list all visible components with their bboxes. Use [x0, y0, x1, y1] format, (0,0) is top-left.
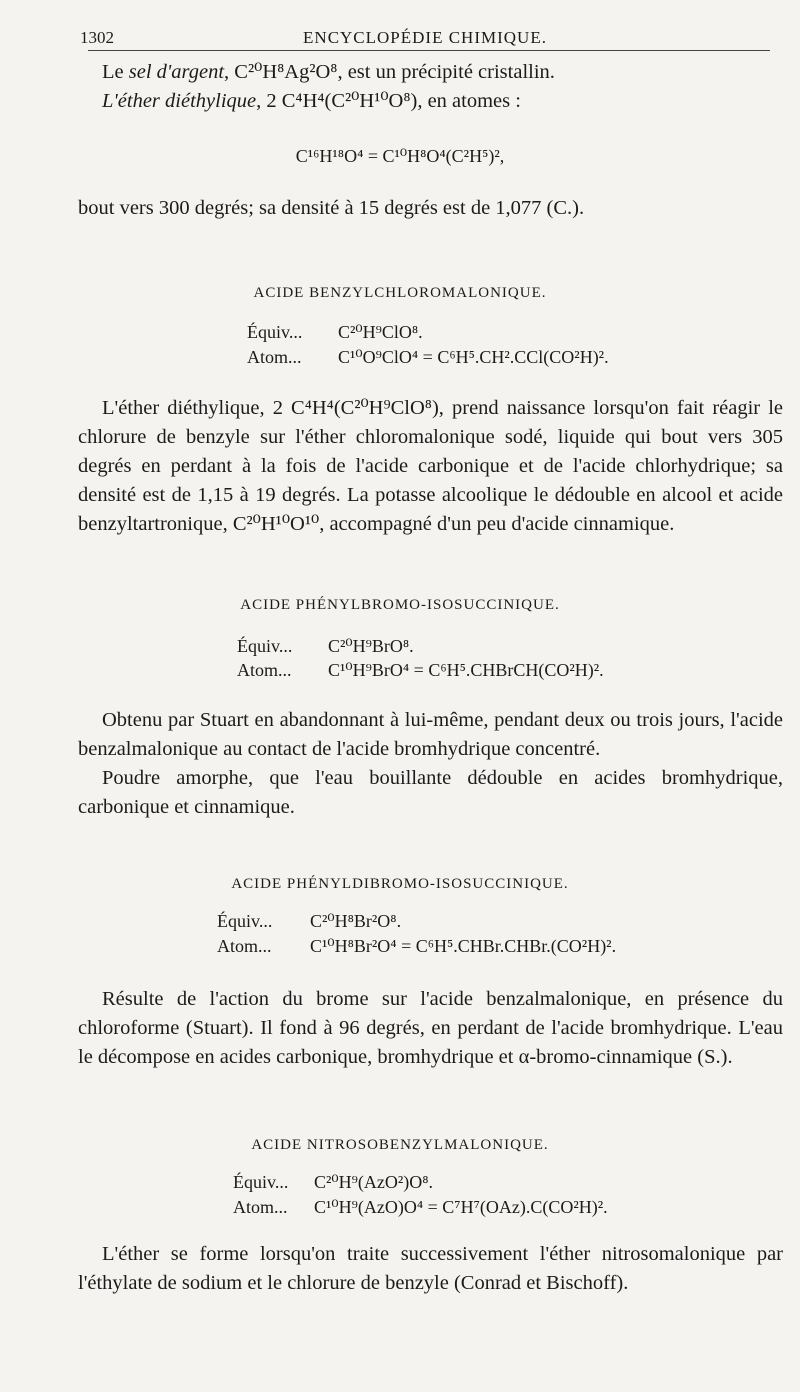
atom-label: Atom... — [237, 660, 292, 680]
header-rule — [88, 50, 770, 51]
running-title: ENCYCLOPÉDIE CHIMIQUE. — [303, 28, 547, 47]
section-heading-benzylchloromalonique: ACIDE BENZYLCHLOROMALONIQUE. — [253, 285, 547, 301]
sel-rest: , C²⁰H⁸Ag²O⁸, est un précipité cristallin. — [224, 61, 555, 83]
equiv-formula: C²⁰H⁹BrO⁸. — [328, 636, 414, 656]
paragraph-sel-argent — [78, 58, 783, 87]
equiv-formula: C²⁰H⁸Br²O⁸. — [310, 911, 402, 931]
sel-label: Le — [102, 61, 129, 83]
section-text: L'éther se forme lorsqu'on traite successivement l'éther nitrosomalonique par l'éthylate de sodium et le chlorure de benzyle (Conrad et Bischoff). — [78, 1243, 783, 1294]
equiv-label: Équiv... — [237, 636, 293, 656]
page-number: 1302 — [80, 28, 114, 47]
atom-formula: C¹⁰O⁹ClO⁴ = C⁶H⁵.CH².CCl(CO²H)². — [338, 347, 609, 367]
section-text: L'éther diéthylique, 2 C⁴H⁴(C²⁰H⁹ClO⁸), prend naissance lorsqu'on fait réagir le chlorure de benzyle sur l'éther chloromalonique sodé, liquide qui bout vers 305 degrés en perdant à la fois de l'acide carbonique et de l'acide chlorhydrique; sa densité est de 1,15 à 19 degrés. La potasse alcoolique le dédouble en alcool et acide benzyltartronique, C²⁰H¹⁰O¹⁰, accompagné d'un peu d'acide cinnamique. — [78, 397, 783, 535]
equiv-formula: C²⁰H⁹(AzO²)O⁸. — [314, 1172, 434, 1192]
paragraph-ether-intro — [78, 87, 783, 116]
sel-italic: sel d'argent — [128, 61, 225, 83]
atom-label: Atom... — [247, 347, 302, 367]
ether-italic: L'éther diéthylique — [102, 90, 257, 112]
equiv-label: Équiv... — [233, 1172, 289, 1192]
equiv-label: Équiv... — [247, 322, 303, 342]
atom-label: Atom... — [217, 936, 272, 956]
page-header — [80, 28, 770, 52]
section-text-2: Poudre amorphe, que l'eau bouillante dédouble en acides bromhydrique, carbonique et cinnamique. — [78, 767, 783, 818]
atom-formula: C¹⁰H⁸Br²O⁴ = C⁶H⁵.CHBr.CHBr.(CO²H)². — [310, 936, 617, 956]
section-heading-nitrosobenzylmalonique: ACIDE NITROSOBENZYLMALONIQUE. — [251, 1137, 549, 1153]
section-heading-phenyldibromo: ACIDE PHÉNYLDIBROMO-ISOSUCCINIQUE. — [231, 876, 569, 892]
ether-properties: bout vers 300 degrés; sa densité à 15 degrés est de 1,077 (C.). — [78, 197, 585, 219]
atom-formula: C¹⁰H⁹(AzO)O⁴ = C⁷H⁷(OAz).C(CO²H)². — [314, 1197, 608, 1217]
equiv-formula: C²⁰H⁹ClO⁸. — [338, 322, 423, 342]
ether-formula: C¹⁶H¹⁸O⁴ = C¹⁰H⁸O⁴(C²H⁵)², — [295, 146, 505, 166]
atom-label: Atom... — [233, 1197, 288, 1217]
section-text: Résulte de l'action du brome sur l'acide benzalmalonique, en présence du chloroforme (Stuart). Il fond à 96 degrés, en perdant de l'acide bromhydrique. L'eau le décompose en acides carbonique, bromhydrique et α-bromo-cinnamique (S.). — [78, 988, 783, 1068]
section-heading-phenylbromo: ACIDE PHÉNYLBROMO-ISOSUCCINIQUE. — [240, 597, 560, 613]
atom-formula: C¹⁰H⁹BrO⁴ = C⁶H⁵.CHBrCH(CO²H)². — [328, 660, 604, 680]
section-text: Obtenu par Stuart en abandonnant à lui-même, pendant deux ou trois jours, l'acide benzalmalonique au contact de l'acide bromhydrique concentré. — [78, 709, 783, 760]
equiv-label: Équiv... — [217, 911, 273, 931]
ether-rest: , 2 C⁴H⁴(C²⁰H¹⁰O⁸), en atomes : — [256, 90, 521, 112]
